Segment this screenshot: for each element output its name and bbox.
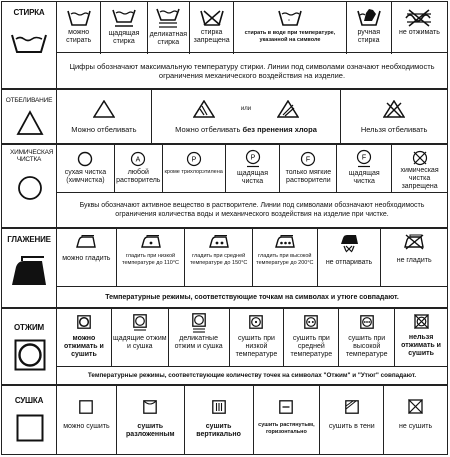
wash-cell-hand [347, 2, 392, 54]
dry-caption: сушить в тени [328, 423, 375, 430]
washing-title: СТИРКА [13, 8, 45, 17]
bleach-caption-no-chlorine [174, 126, 318, 134]
bleach-or-text: или [240, 105, 252, 112]
dry-cell-flat [117, 386, 185, 454]
drycleaning-note: Буквы обозначают активное вещество в растворителе. Линии под символами обозначают необходимость ограничения количества воды и механического воздействия на изделие при чистке. [57, 192, 447, 227]
spin-caption: можно отжимать и сушить [64, 335, 104, 358]
spin-caption: щадящие отжим и сушка [112, 335, 167, 350]
ironing-section [1, 228, 448, 308]
drycleaning-label-cell [2, 145, 57, 227]
spin-cell-gentle [112, 309, 169, 367]
dryclean-cell-p [163, 145, 226, 193]
spin-label-cell [2, 309, 57, 384]
drying-square-icon [79, 400, 93, 414]
iron-icon [8, 255, 50, 289]
spin-cell-high [339, 309, 395, 367]
dry-in-shade-icon [345, 400, 359, 414]
spin-caption: сушить при средней температуре [290, 335, 333, 358]
dry-caption: можно сушить [63, 423, 110, 430]
circle-letter-p-underline-icon [245, 149, 261, 168]
svg-text:°: ° [287, 19, 290, 25]
triangle-icon [93, 100, 115, 118]
iron-cell-low [117, 229, 186, 287]
dry-cell-shade [320, 386, 384, 454]
wash-caption: ручная стирка [357, 29, 380, 44]
circle-letter-p-icon [186, 151, 202, 167]
washtub-icon [67, 9, 91, 27]
dryclean-caption: любой растворитель [116, 169, 161, 184]
dry-cell-forbidden [384, 386, 447, 454]
tumble-dry-gentle-icon [133, 314, 147, 331]
dryclean-cell-a [115, 145, 163, 193]
spin-note: Температурные режимы, соответствующие количеству точек на символах "Отжим" и "Утюг" совпадают. [57, 366, 447, 384]
wash-cell-delicate [148, 2, 190, 54]
iron-cell-no-iron [381, 229, 447, 287]
bleach-cell-no-chlorine [152, 90, 342, 143]
hand-wash-icon [357, 7, 381, 27]
spin-cell-medium [284, 309, 339, 367]
spin-caption: сушить при высокой температуре [345, 335, 388, 358]
washtub-delicate-icon [156, 7, 180, 29]
drying-crossed-icon [408, 399, 423, 414]
iron-no-steam-icon [338, 233, 360, 253]
iron-cell-no-steam [318, 229, 382, 287]
drip-dry-icon [143, 400, 157, 414]
washtub-crossed-icon [200, 9, 224, 27]
washtub-gentle-icon [112, 8, 136, 28]
bleach-cell-can [57, 90, 152, 143]
wash-caption: не отжимать [399, 29, 440, 36]
dryclean-caption: щадящая чистка [237, 170, 268, 185]
line-dry-icon [212, 400, 226, 414]
tumble-dry-high-icon [360, 315, 374, 329]
iron-caption: гладить при средней температуре до 150°С [189, 253, 248, 266]
spin-cell-normal [57, 309, 112, 367]
dry-cell-horizontal [254, 386, 321, 454]
wash-caption: деликатная стирка [149, 31, 188, 46]
iron-cell-high [253, 229, 318, 287]
ironing-label-cell [2, 229, 57, 307]
circle-letter-f-icon [300, 151, 316, 167]
triangle-crossed-icon [383, 100, 405, 118]
triangle-cl-icon [277, 100, 299, 118]
drycleaning-title: ХИМИЧЕСКАЯ ЧИСТКА [10, 149, 54, 163]
bleaching-section [1, 89, 448, 144]
drying-title: СУШКА [14, 396, 44, 405]
dryclean-caption: сухая чистка (химчистка) [64, 169, 107, 184]
svg-text:A: A [135, 156, 141, 164]
ironing-title: ГЛАЖЕНИЕ [7, 235, 51, 244]
iron-cell-medium [185, 229, 253, 287]
circle-icon [17, 175, 43, 201]
bleach-caption-bold: без пренения хлора [242, 124, 317, 134]
wash-caption: стирка запрещена [193, 29, 230, 44]
svg-text:P: P [191, 156, 196, 164]
bleach-caption-prefix: Можно отбеливать [175, 124, 241, 134]
drycleaning-section [1, 144, 448, 228]
dryclean-caption: химическая чистка запрещена [400, 167, 439, 190]
iron-caption: не отпаривать [325, 259, 373, 266]
dry-caption: сушить растянутым, горизонтально [258, 422, 315, 435]
spin-cell-delicate [169, 309, 230, 367]
tumble-dry-delicate-icon [192, 313, 206, 333]
spin-cell-low [230, 309, 285, 367]
iron-two-dots-icon [208, 235, 230, 249]
tumble-dry-crossed-icon [414, 314, 429, 329]
spin-caption: деликатные отжим и сушка [174, 335, 223, 350]
svg-text:F: F [362, 154, 367, 162]
drying-section [1, 385, 448, 455]
spin-section [1, 308, 448, 385]
tumble-dry-icon [14, 339, 46, 371]
dry-flat-icon [279, 400, 293, 414]
circle-crossed-icon [412, 150, 428, 166]
wash-caption: можно стирать [66, 29, 92, 44]
bleaching-label-cell [2, 90, 57, 143]
spin-title: ОТЖИМ [14, 323, 44, 332]
bleach-cell-cannot [341, 90, 447, 143]
dryclean-cell-f-gentle [337, 145, 392, 193]
no-wring-icon [404, 9, 434, 27]
dryclean-caption: щадящая чистка [348, 170, 380, 185]
iron-one-dot-icon [140, 235, 162, 249]
wash-cell-forbidden [190, 2, 234, 54]
dryclean-cell-p-gentle [226, 145, 281, 193]
wash-caption: стирать в воде при температуре, указанной на символе [244, 30, 336, 43]
bleach-caption: Можно отбеливать [71, 124, 137, 134]
triangle-icon [16, 110, 44, 136]
iron-caption: гладить при низкой температуре до 110°С [122, 253, 179, 266]
dryclean-caption: кроме трихлорэтилена [164, 169, 223, 175]
washtub-temperature-icon [278, 9, 302, 27]
circle-letter-f-underline-icon [356, 149, 372, 168]
iron-caption: можно гладить [62, 255, 111, 262]
dry-caption: сушить вертикально [196, 423, 241, 438]
tumble-dry-icon [77, 315, 91, 329]
iron-three-dots-icon [274, 235, 296, 249]
dryclean-cell-f [280, 145, 337, 193]
dry-caption: сушить разложенным [125, 423, 175, 438]
wash-cell-gentle [101, 2, 147, 54]
iron-caption: гладить при высокой температуре до 200°С [256, 253, 314, 266]
dry-cell-normal [57, 386, 117, 454]
bleaching-title: ОТБЕЛИВАНИЕ [5, 97, 53, 104]
dryclean-caption: только мягкие растворители [285, 169, 332, 184]
iron-cell-normal [57, 229, 117, 287]
wash-cell-no-wring [392, 2, 447, 54]
wash-cell-normal [57, 2, 101, 54]
washing-section [1, 1, 448, 89]
washtub-icon [10, 32, 48, 54]
iron-caption: не гладить [396, 257, 432, 264]
circle-icon [77, 151, 93, 167]
svg-text:F: F [306, 156, 311, 164]
triangle-striped-icon [193, 100, 215, 118]
washing-label-cell [2, 2, 57, 88]
wash-cell-temperature [234, 2, 346, 54]
drying-square-icon [16, 414, 44, 442]
tumble-dry-low-icon [249, 315, 263, 329]
washing-note: Цифры обозначают максимальную температуру стирки. Линии под символами означают необходимость ограничения механического воздействия на изделие. [57, 52, 447, 88]
bleach-caption: Нельзя отбеливать [360, 124, 428, 134]
wash-caption: щадящая стирка [108, 30, 140, 45]
circle-letter-a-icon [130, 151, 146, 167]
dryclean-cell-any [57, 145, 115, 193]
drying-label-cell [2, 386, 57, 454]
tumble-dry-medium-icon [304, 315, 318, 329]
ironing-note: Температурные режимы, соответствующие точкам на символах и утюге совпадают. [57, 286, 447, 307]
dryclean-cell-forbidden [392, 145, 447, 193]
iron-crossed-icon [402, 234, 426, 250]
spin-caption: нельзя отжимать и сушить [401, 334, 441, 357]
dry-caption: не сушить [399, 423, 433, 430]
dry-cell-vertical [185, 386, 254, 454]
svg-text:P: P [250, 154, 255, 162]
spin-caption: сушить при низкой температуре [235, 335, 278, 358]
spin-cell-forbidden [395, 309, 447, 367]
iron-icon [75, 235, 97, 249]
